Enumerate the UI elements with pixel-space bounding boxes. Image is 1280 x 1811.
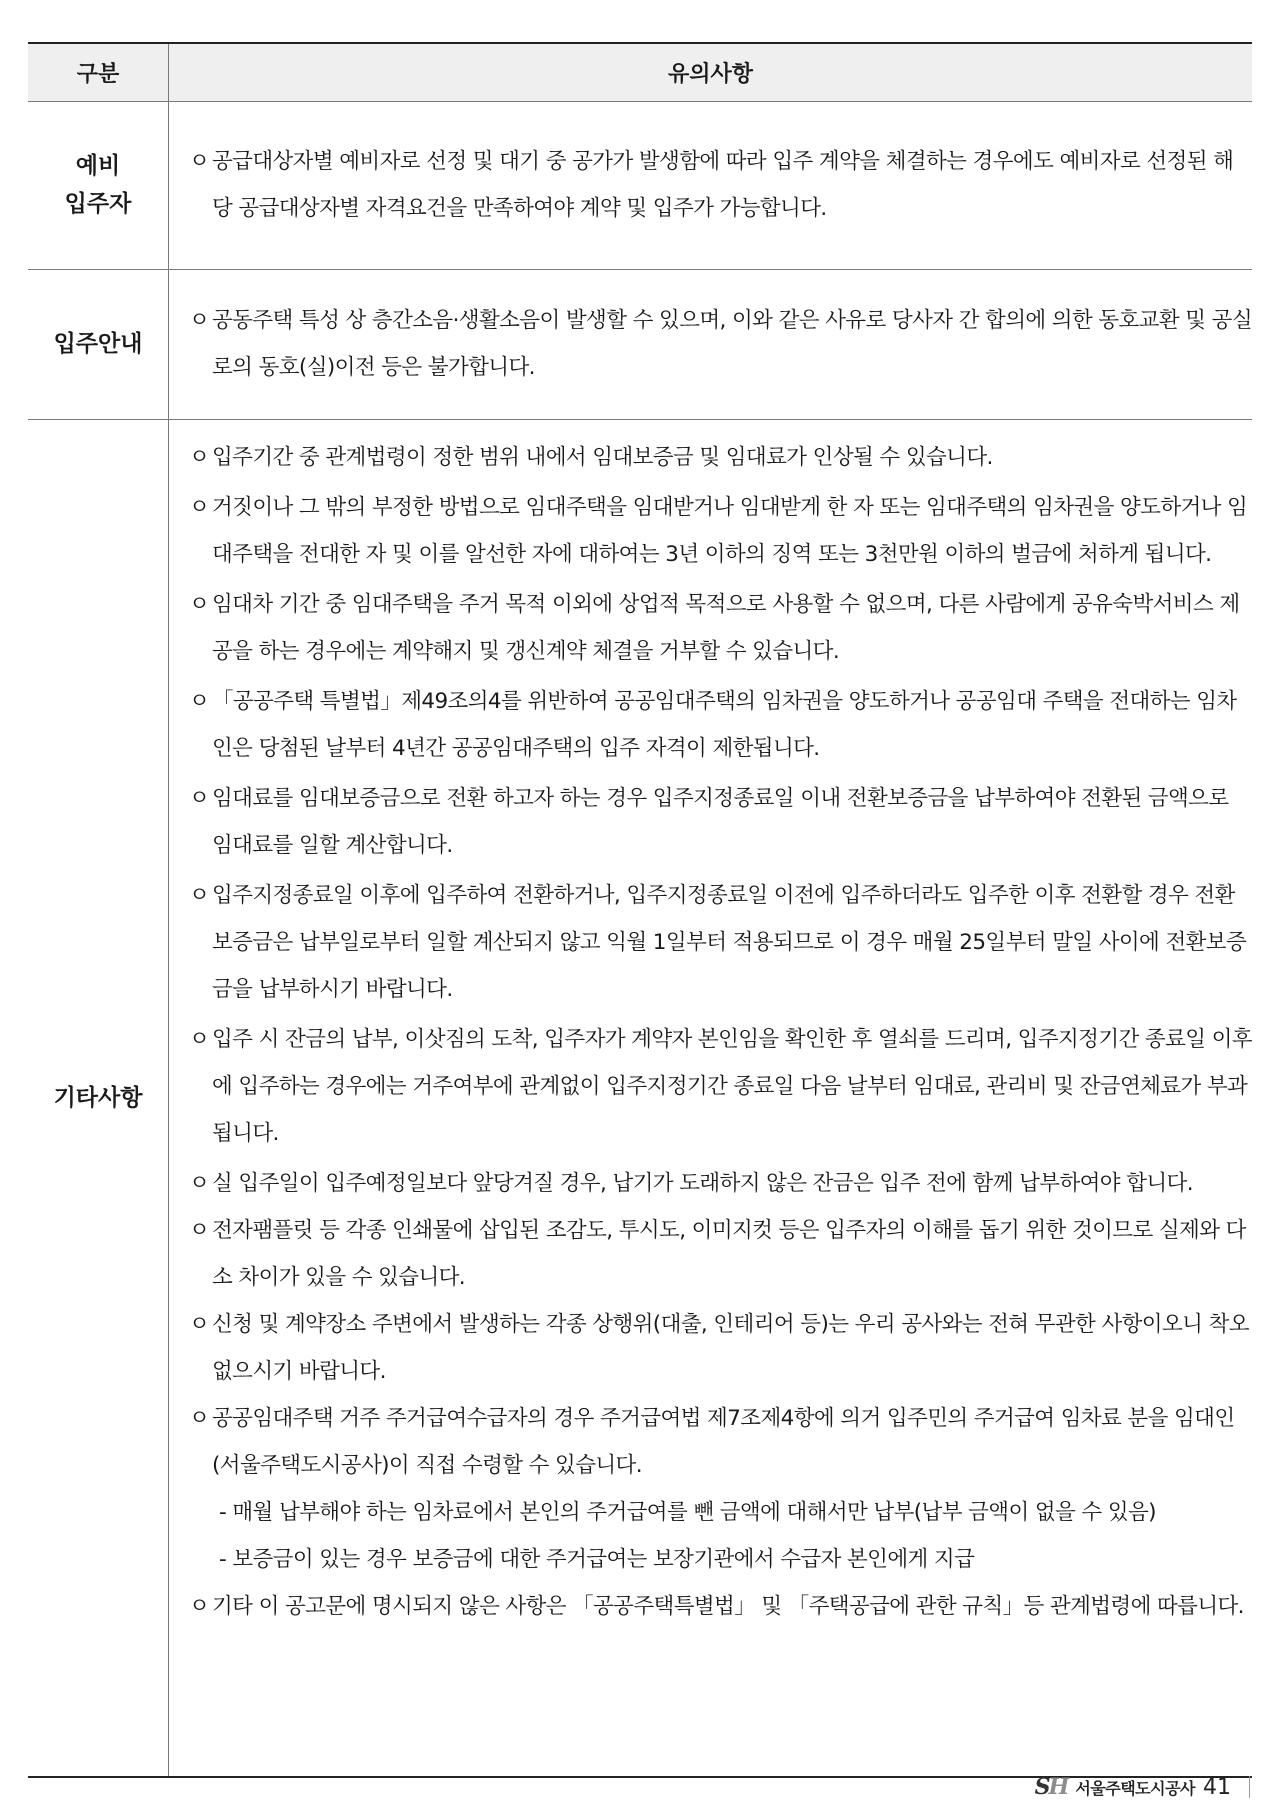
org-name: 서울주택도시공사 — [1075, 1778, 1195, 1798]
bullet-icon: ㅇ — [189, 785, 210, 811]
header-notes: 유의사항 — [169, 43, 1253, 101]
list-item: ㅇ 입주지정종료일 이후에 입주하여 전환하거나, 입주지정종료일 이전에 입주하더라도 입주한 이후 전환할 경우 전환보증금은 납부일로부터 일할 계산되지 않고 익월 1일부터 적용되므로 이 경우 매월 25일부터 말일 사이에 전환보증금을 납부하시기 바랍니다. — [189, 872, 1252, 1013]
bullet-icon: ㅇ — [189, 591, 210, 617]
list-item: ㅇ 공급대상자별 예비자로 선정 및 대기 중 공가가 발생함에 따라 입주 계약을 체결하는 경우에도 예비자로 선정된 해당 공급대상자별 자격요건을 만족하여야 계약 및 입주가 가능합니다. — [189, 138, 1252, 232]
bullet-icon: ㅇ — [189, 444, 210, 470]
header-category: 구분 — [28, 43, 169, 101]
category-reserve — [28, 101, 169, 269]
bullet-icon: ㅇ — [189, 1170, 210, 1196]
table-row-reserve — [28, 101, 1252, 269]
category-label: 예비 입주자 — [64, 153, 132, 217]
bullet-icon: ㅇ — [189, 882, 210, 908]
category-label: 입주안내 — [53, 331, 143, 357]
list-item: ㅇ 공동주택 특성 상 층간소음·생활소음이 발생할 수 있으며, 이와 같은 사유로 당사자 간 합의에 의한 동호교환 및 공실로의 동호(실)이전 등은 불가합니다. — [189, 297, 1252, 391]
list-item: ㅇ 임대료를 임대보증금으로 전환 하고자 하는 경우 입주지정종료일 이내 전환보증금을 납부하여야 전환된 금액으로 임대료를 일할 계산합니다. — [189, 775, 1252, 869]
bullet-icon: ㅇ — [189, 1217, 210, 1243]
bullet-icon: ㅇ — [189, 1311, 210, 1337]
table-header-row — [28, 43, 1252, 101]
notes-cell — [169, 101, 1253, 269]
sub-list-item: - 보증금이 있는 경우 보증금에 대한 주거급여는 보장기관에서 수급자 본인에게 지급 — [219, 1546, 975, 1572]
table-row-other — [28, 419, 1252, 1777]
list-item: ㅇ 실 입주일이 입주예정일보다 앞당겨질 경우, 납기가 도래하지 않은 잔금은 입주 전에 함께 납부하여야 합니다. — [189, 1160, 1252, 1207]
category-movein — [28, 269, 169, 419]
list-item: ㅇ 신청 및 계약장소 주변에서 발생하는 각종 상행위(대출, 인테리어 등)는 우리 공사와는 전혀 무관한 사항이오니 착오 없으시기 바랍니다. — [189, 1301, 1252, 1395]
bullet-icon: ㅇ — [189, 1593, 210, 1619]
category-label: 기타사항 — [53, 1084, 143, 1111]
page-number: 41 — [1203, 1774, 1231, 1800]
bullet-icon: ㅇ — [189, 308, 210, 333]
list-item: ㅇ 「공공주택 특별법」제49조의4를 위반하여 공공임대주택의 임차권을 양도하거나 공공임대 주택을 전대하는 임차인은 당첨된 날부터 4년간 공공임대주택의 입주 자격이 제한됩니다. — [189, 678, 1252, 772]
bullet-icon: ㅇ — [189, 1026, 210, 1052]
list-item: ㅇ 기타 이 공고문에 명시되지 않은 사항은 「공공주택특별법」 및 「주택공급에 관한 규칙」등 관계법령에 따릅니다. — [189, 1583, 1252, 1630]
category-other — [28, 419, 169, 1777]
notes-cell — [169, 419, 1253, 1777]
bullet-icon: ㅇ — [189, 1405, 210, 1431]
table-row-movein — [28, 269, 1252, 419]
list-item: ㅇ 입주기간 중 관계법령이 정한 범위 내에서 임대보증금 및 임대료가 인상될 수 있습니다. — [189, 434, 1252, 481]
list-item: ㅇ 전자팸플릿 등 각종 인쇄물에 삽입된 조감도, 투시도, 이미지컷 등은 입주자의 이해를 돕기 위한 것이므로 실제와 다소 차이가 있을 수 있습니다. — [189, 1207, 1252, 1301]
bullet-icon: ㅇ — [189, 494, 210, 520]
notice-table — [28, 42, 1252, 1778]
sub-list-item: - 매월 납부해야 하는 임차료에서 본인의 주거급여를 뺀 금액에 대해서만 납부(납부 금액이 없을 수 있음) — [219, 1499, 1156, 1525]
footer-divider — [1249, 1776, 1250, 1798]
notes-cell — [169, 269, 1253, 419]
list-item: ㅇ 거짓이나 그 밖의 부정한 방법으로 임대주택을 임대받거나 임대받게 한 자 또는 임대주택의 임차권을 양도하거나 임대주택을 전대한 자 및 이를 알선한 자에 대하여는 3년 이하의 징역 또는 3천만원 이하의 벌금에 처하게 됩니다. — [189, 484, 1252, 578]
bullet-icon: ㅇ — [189, 149, 210, 174]
list-item: ㅇ 입주 시 잔금의 납부, 이삿짐의 도착, 입주자가 계약자 본인임을 확인한 후 열쇠를 드리며, 입주지정기간 종료일 이후에 입주하는 경우에는 거주여부에 관계없이 입주지정기간 종료일 다음 날부터 임대료, 관리비 및 잔금연체료가 부과됩니다. — [189, 1016, 1252, 1157]
page-footer — [1035, 1772, 1250, 1802]
bullet-icon: ㅇ — [189, 688, 210, 714]
list-item: ㅇ 임대차 기간 중 임대주택을 주거 목적 이외에 상업적 목적으로 사용할 수 없으며, 다른 사람에게 공유숙박서비스 제공을 하는 경우에는 계약해지 및 갱신계약 체결을 거부할 수 있습니다. — [189, 581, 1252, 675]
list-item: ㅇ 공공임대주택 거주 주거급여수급자의 경우 주거급여법 제7조제4항에 의거 입주민의 주거급여 임차료 분을 임대인(서울주택도시공사)이 직접 수령할 수 있습니다. — [189, 1395, 1252, 1489]
sh-logo-icon: SH — [1034, 1774, 1068, 1800]
